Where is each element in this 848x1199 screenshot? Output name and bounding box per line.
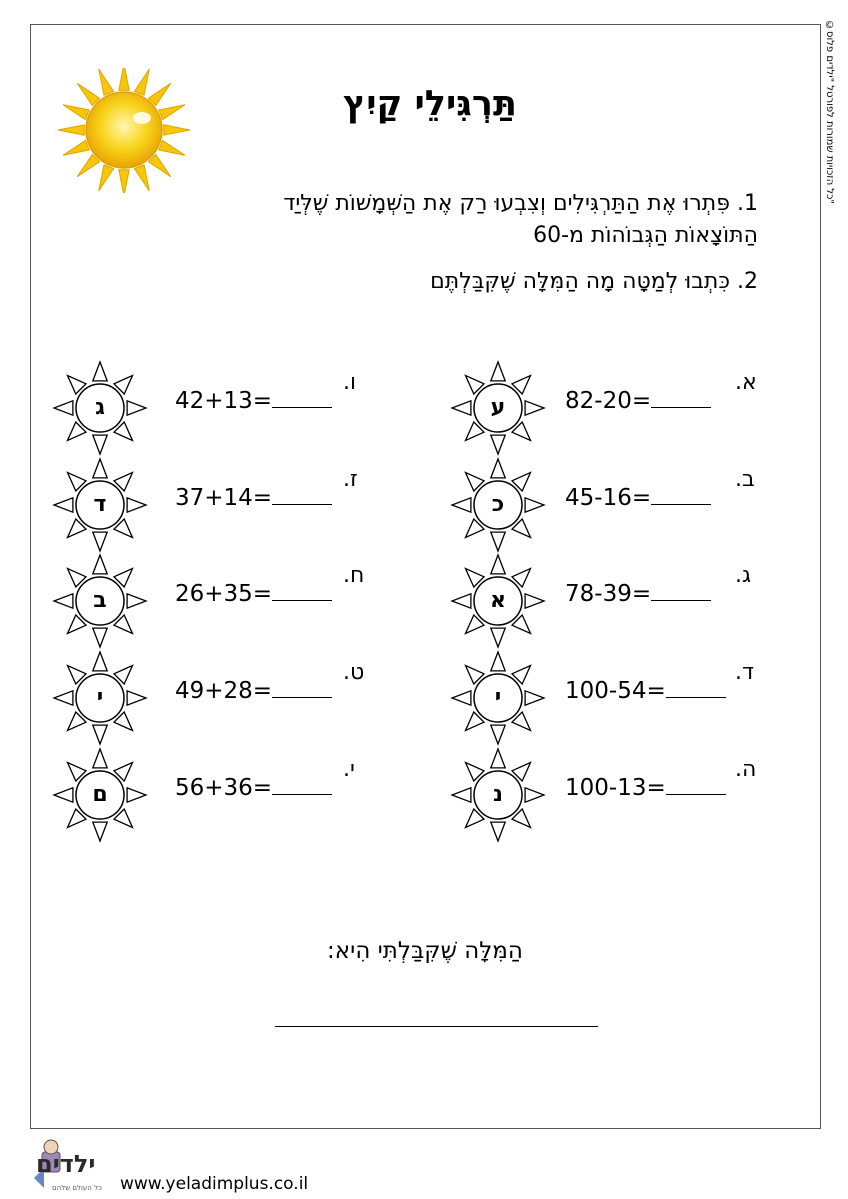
- equation-text: 78-39=: [565, 581, 652, 607]
- sun-ray: [99, 69, 114, 95]
- colorable-sun[interactable]: [448, 551, 548, 651]
- sun-letter: ד: [93, 492, 107, 517]
- exercise-letter: ג.: [735, 563, 752, 588]
- sun-ray: [164, 125, 190, 135]
- sun-ray: [134, 69, 149, 95]
- sun-ray: [63, 140, 89, 155]
- site-url[interactable]: www.yeladimplus.co.il: [120, 1174, 309, 1194]
- answer-blank[interactable]: [651, 582, 711, 601]
- equation-text: 100-13=: [565, 775, 666, 801]
- exercise-equation: [175, 388, 335, 414]
- sun-ray: [159, 140, 185, 155]
- equation-text: 56+36=: [175, 775, 273, 801]
- equation-text: 37+14=: [175, 485, 273, 511]
- exercise-equation: [565, 388, 714, 414]
- instruction-1: 1. פִּתְרוּ אֶת הַתַּרְגִּילִים וְצִבְעוּ רַק אֶת הַשְּׁמָשׁוֹת שֶׁלְּיַד: [283, 191, 758, 216]
- sun-illustration: [50, 68, 195, 193]
- logo-text: ילדים: [36, 1150, 96, 1178]
- equation-text: 42+13=: [175, 388, 273, 414]
- equation-text: 82-20=: [565, 388, 652, 414]
- answer-blank[interactable]: [272, 679, 332, 698]
- exercise-letter: ד.: [735, 660, 755, 685]
- exercise-letter: ה.: [735, 757, 757, 782]
- equation-text: 45-16=: [565, 485, 652, 511]
- answer-blank[interactable]: [666, 679, 726, 698]
- exercise-equation: [175, 775, 335, 801]
- answer-line[interactable]: [275, 1026, 598, 1027]
- sun-ray: [134, 165, 149, 191]
- exercise-letter: ז.: [343, 467, 358, 492]
- sun-letter: נ: [493, 782, 503, 807]
- sun-letter: כ: [491, 492, 505, 517]
- colorable-sun[interactable]: [50, 648, 150, 748]
- answer-blank[interactable]: [272, 486, 332, 505]
- page-title: תַּרְגִּילֵי קַיִץ: [343, 84, 517, 124]
- sun-letter: ג: [95, 395, 105, 420]
- equation-text: 100-54=: [565, 678, 666, 704]
- colorable-sun[interactable]: [50, 745, 150, 845]
- exercise-equation: [565, 775, 729, 801]
- exercise-letter: ט.: [343, 660, 365, 685]
- instruction-2: 2. כִּתְבוּ לְמַטָּה מָה הַמִּלָּה שֶׁקִּבַּלְתֶּם: [430, 269, 758, 294]
- answer-blank[interactable]: [272, 389, 332, 408]
- colorable-sun[interactable]: [448, 358, 548, 458]
- exercise-letter: ח.: [343, 563, 365, 588]
- answer-blank[interactable]: [272, 776, 332, 795]
- answer-blank[interactable]: [651, 486, 711, 505]
- sun-ray: [159, 105, 185, 120]
- exercise-equation: [175, 581, 335, 607]
- exercise-letter: ב.: [735, 467, 755, 492]
- sun-ray: [119, 68, 129, 90]
- sun-ray: [148, 154, 170, 176]
- exercise-equation: [565, 678, 729, 704]
- colorable-sun[interactable]: [448, 745, 548, 845]
- sun-ray: [63, 105, 89, 120]
- instruction-1-cont: הַתּוֹצָאוֹת הַגְּבוֹהוֹת מ-60: [533, 223, 758, 248]
- sun-ray: [119, 170, 129, 193]
- colorable-sun[interactable]: [448, 648, 548, 748]
- answer-blank[interactable]: [666, 776, 726, 795]
- exercise-letter: ו.: [343, 370, 356, 395]
- copyright-note: ©כל הזכויות שמורות לפורטל "ילדים פלוס": [824, 20, 835, 205]
- sun-ray: [77, 154, 99, 176]
- answer-blank[interactable]: [272, 582, 332, 601]
- exercise-equation: [175, 678, 335, 704]
- exercise-equation: [175, 485, 335, 511]
- sun-letter: ע: [490, 395, 506, 420]
- exercise-equation: [565, 581, 714, 607]
- exercise-letter: א.: [735, 370, 757, 395]
- sun-letter: י: [96, 685, 104, 710]
- sun-ray: [77, 83, 99, 105]
- sun-letter: י: [494, 685, 502, 710]
- sun-letter: ם: [92, 782, 108, 807]
- answer-blank[interactable]: [651, 389, 711, 408]
- sun-ray: [99, 165, 114, 191]
- sun-letter: א: [489, 588, 507, 613]
- equation-text: 26+35=: [175, 581, 273, 607]
- equation-text: 49+28=: [175, 678, 273, 704]
- exercise-letter: י.: [343, 757, 355, 782]
- sun-letter: ב: [93, 588, 107, 613]
- colorable-sun[interactable]: [50, 455, 150, 555]
- colorable-sun[interactable]: [50, 551, 150, 651]
- exercise-equation: [565, 485, 714, 511]
- sun-ray: [58, 125, 84, 135]
- colorable-sun[interactable]: [448, 455, 548, 555]
- colorable-sun[interactable]: [50, 358, 150, 458]
- logo-subtitle: כל העולם שלהם: [52, 1184, 102, 1192]
- answer-label: הַמִּלָּה שֶׁקִּבַּלְתִּי הִיא:: [327, 938, 523, 964]
- sun-ray: [148, 83, 170, 105]
